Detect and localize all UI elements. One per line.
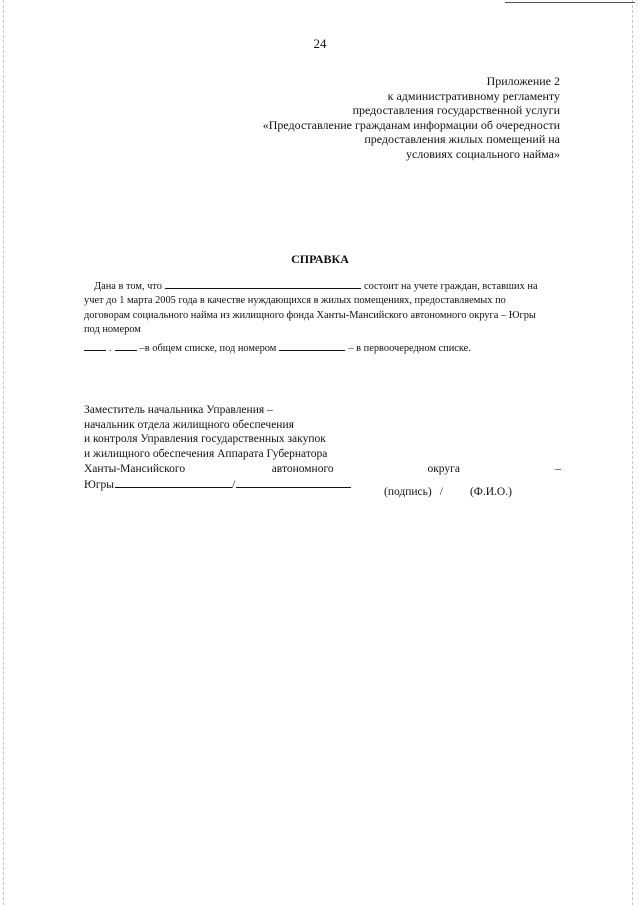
signature-block xyxy=(84,403,561,492)
certificate-body xyxy=(84,278,561,356)
priority-list-text: – в первоочередном списке. xyxy=(348,343,471,355)
body-text-start: Дана в том, что xyxy=(94,281,162,292)
appendix-header xyxy=(263,74,560,162)
signatory-line-justified xyxy=(84,462,561,477)
signature-blank-field[interactable] xyxy=(115,477,232,488)
signatory-region: Югры xyxy=(84,478,115,491)
body-line-1 xyxy=(84,278,561,294)
scan-edge-left xyxy=(3,0,4,905)
general-list-number-blank-2[interactable] xyxy=(115,340,137,351)
caption-full-name: (Ф.И.О.) xyxy=(469,486,512,498)
general-list-text: –в общем списке, под номером xyxy=(139,343,277,355)
appendix-line: предоставления государственной услуги xyxy=(352,103,560,118)
justified-word: Ханты-Мансийского xyxy=(84,462,186,475)
appendix-line: «Предоставление гражданам информации об очередности xyxy=(262,117,560,132)
appendix-line: Приложение 2 xyxy=(486,74,560,88)
document-title: СПРАВКА xyxy=(291,252,349,266)
appendix-line: условиях социального найма» xyxy=(405,146,560,161)
name-blank-field[interactable] xyxy=(165,278,361,289)
caption-signature: (подпись) xyxy=(384,486,432,498)
appendix-line: к административному регламенту xyxy=(387,88,560,103)
page-number: 24 xyxy=(313,36,327,51)
justified-dash: – xyxy=(555,462,561,475)
body-text-end: состоит на учете граждан, вставших на xyxy=(363,281,538,292)
number-separator: . xyxy=(109,343,112,355)
justified-word: округа xyxy=(427,462,460,475)
signatory-line: и жилищного обеспечения Аппарата Губернатора xyxy=(84,448,328,461)
priority-list-number-blank[interactable] xyxy=(279,340,345,351)
signature-separator: / xyxy=(232,478,236,491)
general-list-number-blank[interactable] xyxy=(84,340,106,351)
caption-separator: / xyxy=(439,486,443,498)
signature-captions xyxy=(384,486,512,498)
appendix-line: предоставления жилых помещений на xyxy=(364,132,560,147)
body-line-4: под номером xyxy=(84,323,141,335)
signatory-line: начальник отдела жилищного обеспечения xyxy=(84,418,294,431)
header-rule xyxy=(505,2,635,3)
body-line-5 xyxy=(84,340,561,356)
body-line-2: учет до 1 марта 2005 года в качестве нуждающихся в жилых помещениях, предоставляемых по xyxy=(84,295,506,307)
signatory-line: Заместитель начальника Управления – xyxy=(84,404,273,416)
full-name-blank-field[interactable] xyxy=(236,477,351,488)
signatory-line: и контроля Управления государственных закупок xyxy=(84,433,326,446)
justified-word: автономного xyxy=(271,462,334,475)
scan-edge-right xyxy=(632,0,633,905)
body-line-3: договорам социального найма из жилищного фонда Ханты-Мансийского автономного округа – Югры xyxy=(84,309,536,321)
